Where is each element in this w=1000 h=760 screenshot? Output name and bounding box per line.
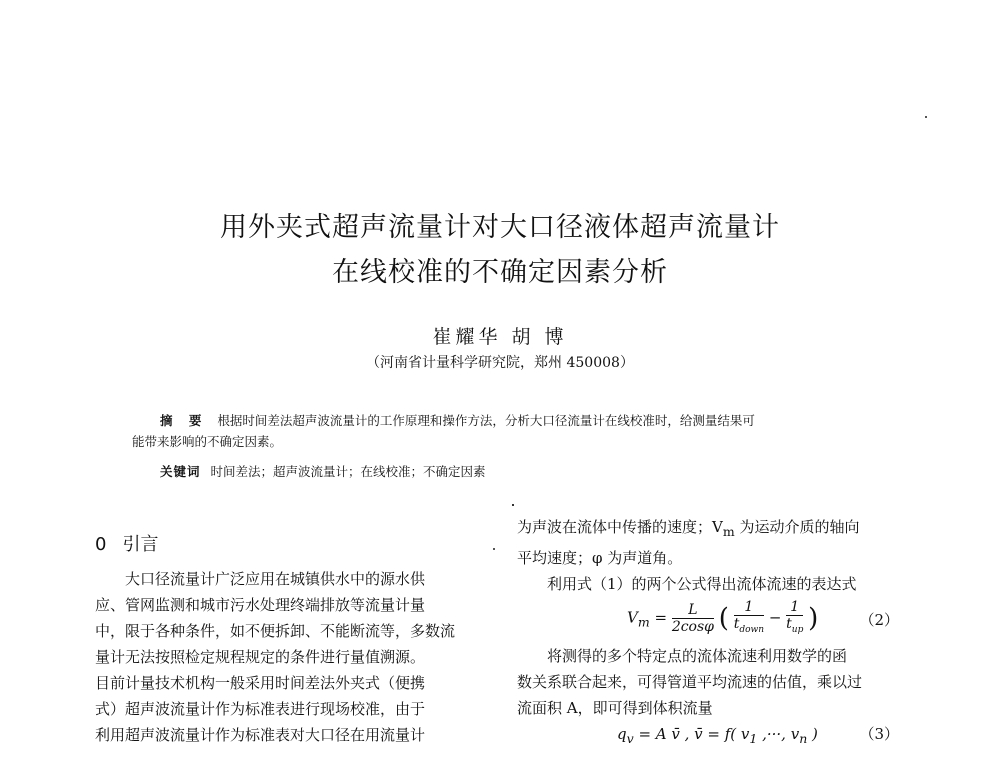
eq2-fraction-down <box>734 599 764 638</box>
eq2-fraction-main <box>672 602 714 635</box>
eq2-inner2-den-sub: up <box>791 624 804 635</box>
eq2-minus: − <box>768 608 787 627</box>
right-line-6: 流面积 A，即可得到体积流量 <box>517 699 713 717</box>
right-line-1 <box>517 514 907 545</box>
eq2-inner1-num: 1 <box>734 599 764 616</box>
eq2-lhs-sub: m <box>637 614 650 630</box>
equation-2 <box>517 597 907 643</box>
eq2-rparen: ) <box>808 603 819 634</box>
keywords <box>132 461 872 482</box>
left-line-2: 应、管网监测和城市污水处理终端排放等流量计量 <box>95 596 426 614</box>
eq2-inner1-den-sub: down <box>739 624 765 635</box>
eq3-q-sub: v <box>626 731 634 746</box>
paper-title-line-1: 用外夹式超声流量计对大口径液体超声流量计 <box>220 212 780 243</box>
section-number: 0 <box>95 534 107 555</box>
left-line-3: 中，限于各种条件，如不便拆卸、不能断流等，多数流 <box>95 622 456 640</box>
eq3-subn: n <box>799 731 808 746</box>
equation-2-number: （2） <box>859 611 899 629</box>
left-line-1: 大口径流量计广泛应用在城镇供水中的源水供 <box>125 570 426 588</box>
right-line-4: 将测得的多个特定点的流体流速利用数学的函 <box>547 647 848 665</box>
abstract-line-1 <box>132 410 872 431</box>
eq3-rest: = A v̄ , v̄ = f( v <box>633 725 750 743</box>
eq2-inner1-den <box>734 616 764 638</box>
abstract <box>132 410 872 452</box>
abstract-label: 摘 要 <box>160 413 208 428</box>
keywords-text: 时间差法；超声波流量计；在线校准；不确定因素 <box>210 464 486 479</box>
equation-3-body <box>617 721 818 752</box>
authors: 崔耀华 胡 博 <box>432 326 568 348</box>
equation-3 <box>517 721 907 747</box>
right-line-1-sub: m <box>722 524 735 539</box>
equation-3-number: （3） <box>859 725 899 743</box>
left-column <box>95 566 480 748</box>
paper-title-line-2: 在线校准的不确定因素分析 <box>332 257 668 288</box>
eq2-inner1-den-t: t <box>733 616 740 632</box>
eq2-inner2-num: 1 <box>786 599 803 616</box>
abstract-text-1: 根据时间差法超声波流量计的工作原理和操作方法，分析大口径流量计在线校准时，给测量结果可 <box>217 413 755 428</box>
right-line-2: 平均速度；φ 为声道角。 <box>517 549 683 567</box>
eq2-lparen: ( <box>718 603 729 634</box>
eq2-inner2-den-t: t <box>786 616 792 632</box>
eq2-lhs: V <box>627 608 638 627</box>
left-line-4: 量计无法按照检定规程规定的条件进行量值溯源。 <box>95 648 426 666</box>
right-line-3: 利用式（1）的两个公式得出流体流速的表达式 <box>547 575 857 593</box>
scan-speck <box>925 116 927 118</box>
eq2-den: 2cosφ <box>671 618 714 635</box>
keywords-line <box>132 461 872 482</box>
keywords-label: 关键词 <box>160 464 201 479</box>
right-line-5: 数关系联合起来，可得管道平均流速的估值，乘以过 <box>517 673 863 691</box>
scan-speck <box>512 504 514 506</box>
left-line-7: 利用超声波流量计作为标准表对大口径在用流量计 <box>95 726 426 744</box>
right-line-1-end: 为运动介质的轴向 <box>734 518 860 536</box>
left-line-6: 式）超声波流量计作为标准表进行现场校准，由于 <box>95 700 426 718</box>
equation-2-body <box>627 599 818 638</box>
left-line-5: 目前计量技术机构一般采用时间差法外夹式（便携 <box>95 674 426 692</box>
affiliation: （河南省计量科学研究院，郑州 450008） <box>366 355 634 371</box>
eq2-fraction-up <box>786 599 803 638</box>
eq2-num: L <box>672 602 714 619</box>
eq2-equals: = <box>649 608 672 627</box>
eq3-sub1: 1 <box>749 731 758 746</box>
eq3-mid: ,···, v <box>757 725 800 743</box>
abstract-line-2: 能带来影响的不确定因素。 <box>132 434 283 449</box>
eq2-inner2-den <box>786 616 803 638</box>
right-column <box>517 514 907 747</box>
section-heading <box>95 530 158 556</box>
section-title: 引言 <box>122 534 159 555</box>
eq3-q: q <box>617 725 627 743</box>
eq3-close: ) <box>807 725 818 743</box>
right-line-1-text: 为声波在流体中传播的速度；V <box>517 518 723 536</box>
scan-speck <box>493 548 495 550</box>
